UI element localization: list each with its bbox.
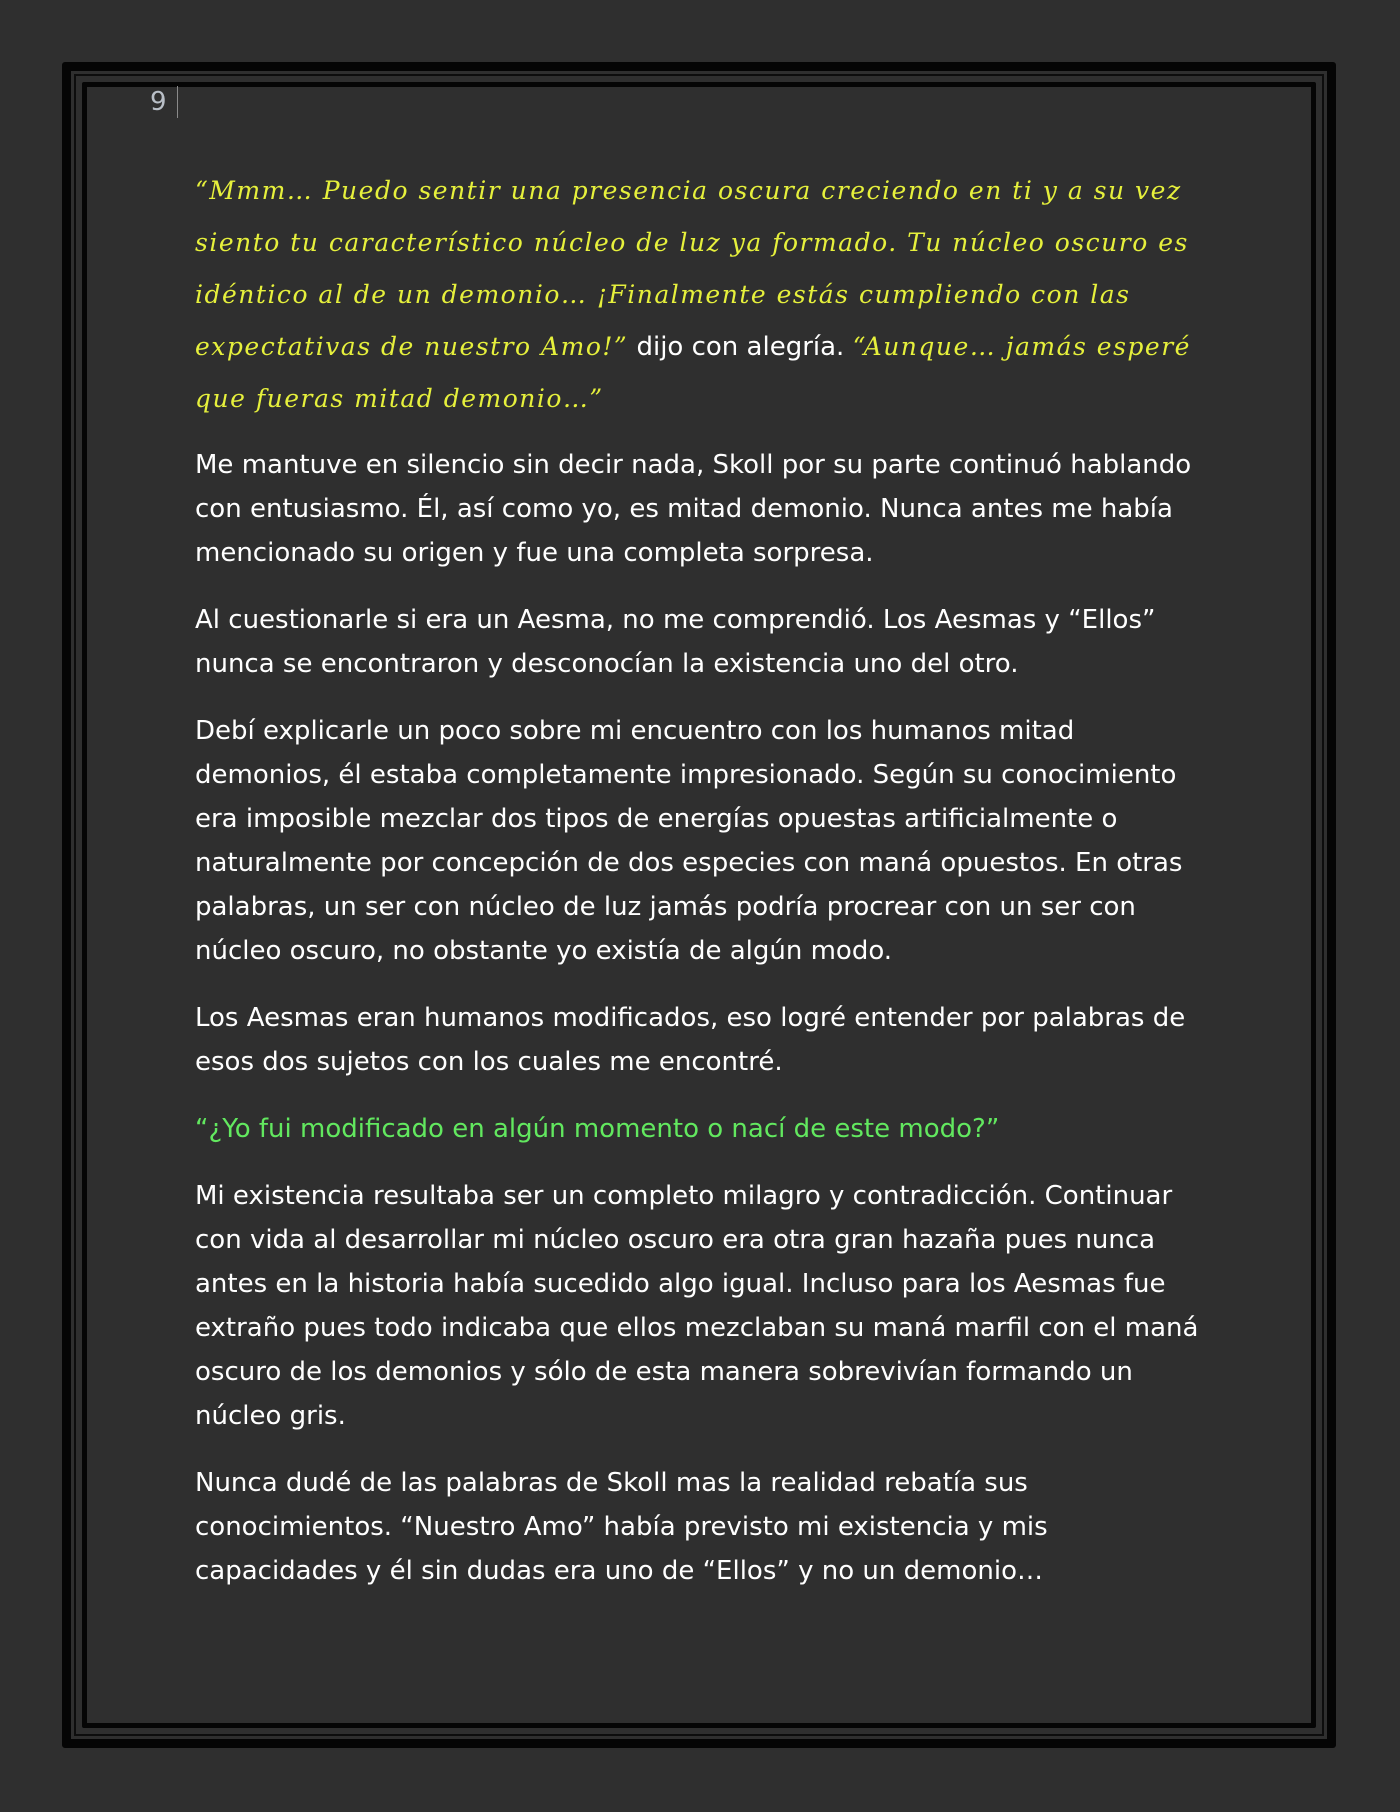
paragraph-2: Me mantuve en silencio sin decir nada, Skoll por su parte continuó hablando con entusiasmo. Él, así como yo, es mitad demonio. Nunca antes me había mencionado su origen y fue una completa sorpresa. [195,450,1192,568]
dialogue-quote-1: “Mmm… Puedo sentir una presencia oscura creciendo en ti y a su vez siento tu característico núcleo de luz ya formado. Tu núcleo oscuro es idéntico al de un demonio… ¡Finalmente estás cumpliendo con las expectativas de nuestro Amo!” [195,176,1189,361]
paragraph-7: Mi existencia resultaba ser un completo milagro y contradicción. Continuar con vida al desarrollar mi núcleo oscuro era otra gran hazaña pues nunca antes en la historia había sucedido algo igual. Incluso para los Aesmas fue extraño pues todo indicaba que ellos mezclaban su maná marfil con el maná oscuro de los demonios y sólo de esta manera sobrevivían formando un núcleo gris. [195,1181,1199,1431]
paragraph-4: Debí explicarle un poco sobre mi encuentro con los humanos mitad demonios, él estaba completamente impresionado. Según su conocimiento era imposible mezclar dos tipos de energías opuestas artificialmente o naturalmente por concepción de dos especies con maná opuestos. En otras palabras, un ser con núcleo de luz jamás podría procrear con un ser con núcleo oscuro, no obstante yo existía de algún modo. [195,716,1183,966]
page-body [195,165,1205,1616]
paragraph-5: Los Aesmas eran humanos modificados, eso logré entender por palabras de esos dos sujetos con los cuales me encontré. [195,1003,1186,1077]
paragraph-3: Al cuestionarle si era un Aesma, no me comprendió. Los Aesmas y “Ellos” nunca se encontraron y desconocían la existencia uno del otro. [195,605,1156,679]
paragraph-thought: “¿Yo fui modificado en algún momento o nací de este modo?” [195,1114,1000,1144]
paragraph-8: Nunca dudé de las palabras de Skoll mas la realidad rebatía sus conocimientos. “Nuestro Amo” había previsto mi existencia y mis capacidades y él sin dudas era uno de “Ellos” y no un demonio… [195,1468,1048,1586]
dialogue-narration: dijo con alegría. [628,332,853,362]
dialogue-quote-2: “Aunque… jamás esperé que fueras mitad demonio…” [195,332,1191,413]
paragraph-dialogue [195,165,1205,425]
page-number: 9 [150,86,178,118]
